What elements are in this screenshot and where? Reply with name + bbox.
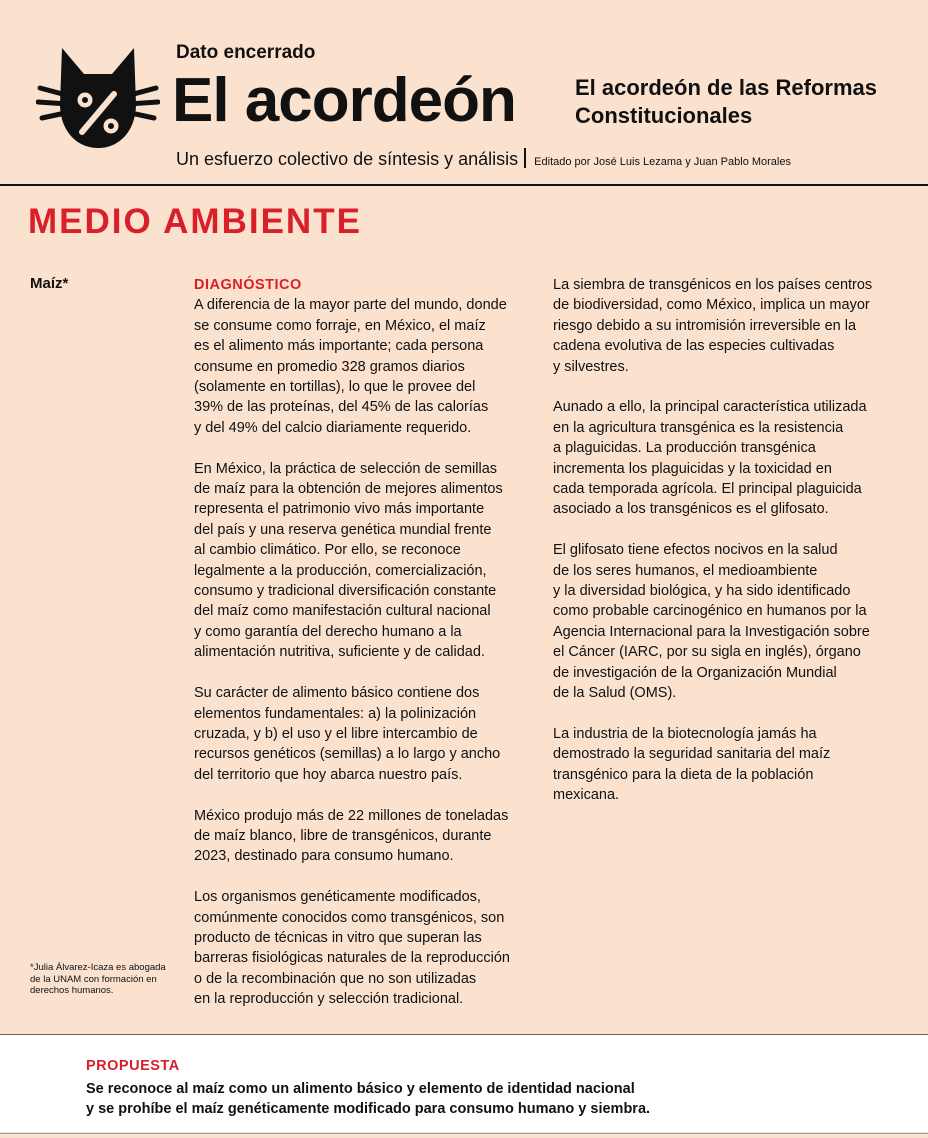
- diagnosis-column: [194, 275, 546, 1030]
- paragraph: México produjo más de 22 millones de toneladas de maíz blanco, libre de transgénicos, durante 2023, destinado para consumo humano.: [194, 807, 509, 865]
- header-divider: [0, 184, 928, 186]
- paragraph: El glifosato tiene efectos nocivos en la salud de los seres humanos, el medioambiente y la diversidad biológica, y ha sido identificado como probable carcinogénico en humanos por la Agencia Internacional para la Investigación sobre el Cáncer (IARC, por su sigla en inglés), órgano de investigación de la Organización Mundial de la Salud (OMS).: [553, 542, 870, 702]
- tagline-separator: [524, 148, 526, 168]
- tagline-text: Un esfuerzo colectivo de síntesis y análisis: [176, 149, 519, 169]
- series-title: El acordeón de las Reformas Constitucionales: [575, 75, 877, 128]
- paragraph: La industria de la biotecnología jamás ha demostrado la seguridad sanitaria del maíz transgénico para la dieta de la población mexicana.: [553, 725, 831, 804]
- proposal-text: Se reconoce al maíz como un alimento básico y elemento de identidad nacional y se prohíbe el maíz genéticamente modificado para consumo humano y siembra.: [86, 1081, 651, 1118]
- paragraph: Su carácter de alimento básico contiene dos elementos fundamentales: a) la polinización cruzada, y b) el uso y el libre intercambio de recursos genéticos (semillas) a lo largo y ancho del territorio que hoy abarca nuestro país.: [194, 685, 501, 783]
- header: [0, 0, 928, 186]
- proposal-bottom-divider: [0, 1133, 928, 1134]
- section-title: MEDIO AMBIENTE: [28, 202, 362, 241]
- cat-percent-icon: [36, 44, 160, 152]
- paragraph: En México, la práctica de selección de semillas de maíz para la obtención de mejores alimentos representa el patrimonio vivo más importante del país y una reserva genética mundial frente al cambio climático. Por ello, se reconoce legalmente a la producción, comercialización, consumo y tradicional diversificación constante del maíz como manifestación cultural nacional y como garantía del derecho humano a la alimentación nutritiva, suficiente y de calidad.: [194, 460, 503, 661]
- topic-label: Maíz*: [30, 275, 69, 292]
- editors-credit: Editado por José Luis Lezama y Juan Pablo Morales: [534, 156, 791, 168]
- author-footnote: *Julia Álvarez-Icaza es abogada de la UNAM con formación en derechos humanos.: [30, 962, 166, 996]
- paragraph: A diferencia de la mayor parte del mundo, donde se consume como forraje, en México, el maíz es el alimento más importante; cada persona consume en promedio 328 gramos diarios (solamente en tortillas), lo que le provee del 39% de las proteínas, del 45% de las calorías y del 49% del calcio diariamente requerido.: [194, 297, 507, 436]
- paragraph: Aunado a ello, la principal característica utilizada en la agricultura transgénica es la resistencia a plaguicidas. La producción transgénica incrementa los plaguicidas y la toxicidad en cada temporada agrícola. El principal plaguicida asociado a los transgénicos es el glifosato.: [553, 399, 867, 518]
- paragraph: La siembra de transgénicos en los países centros de biodiversidad, como México, implica un mayor riesgo debido a su intromisión irreversible en la cadena evolutiva de las especies cultivadas y silvestres.: [553, 277, 873, 375]
- proposal-heading: PROPUESTA: [86, 1058, 180, 1074]
- diagnosis-heading: DIAGNÓSTICO: [194, 277, 302, 293]
- header-subtitle: Dato encerrado: [176, 42, 316, 63]
- second-column: [553, 275, 908, 826]
- proposal-box: [0, 1035, 928, 1132]
- header-tagline: [176, 148, 791, 170]
- paragraph: Los organismos genéticamente modificados, comúnmente conocidos como transgénicos, son producto de técnicas in vitro que superan las barreras fisiológicas naturales de la reproducción o de la recombinación que no son utilizadas en la reproducción y selección tradicional.: [194, 889, 510, 1008]
- header-title: El acordeón: [172, 66, 516, 135]
